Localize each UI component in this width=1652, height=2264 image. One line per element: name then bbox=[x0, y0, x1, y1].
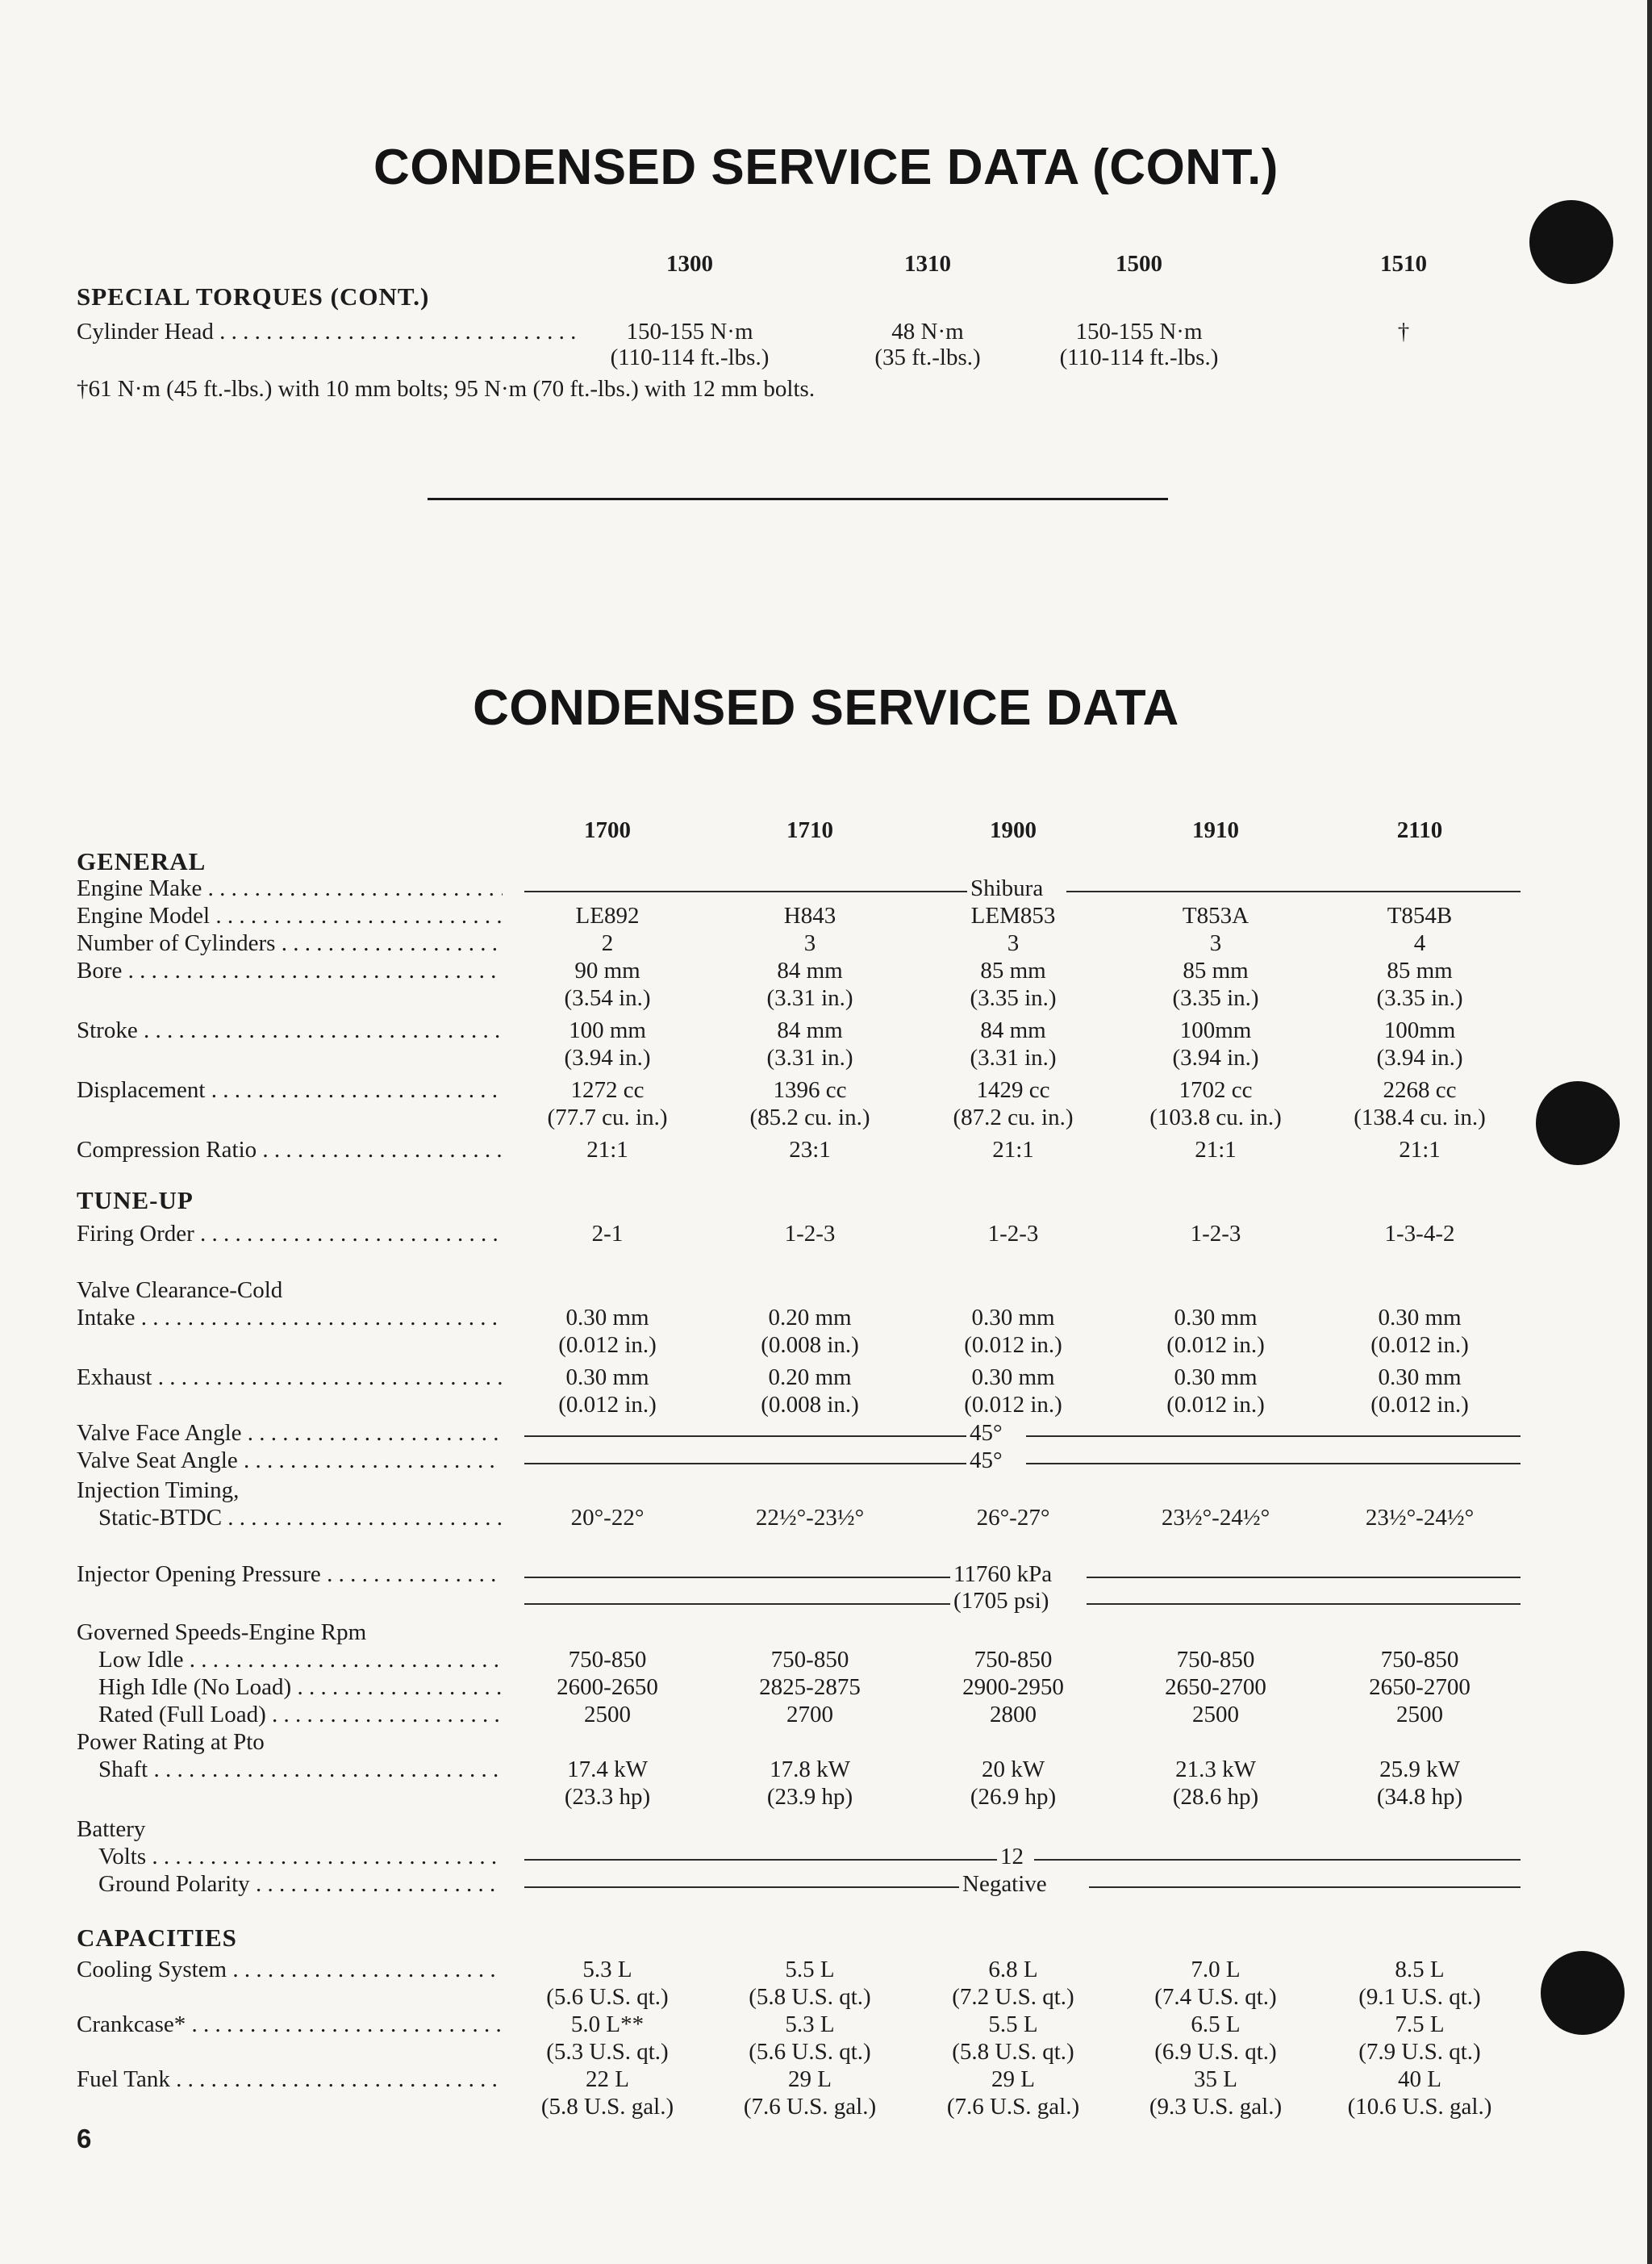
low-idle-value: 750-850 bbox=[770, 1647, 849, 1673]
span-rule-left bbox=[524, 1603, 950, 1605]
fuel-tank-value: 29 L bbox=[991, 2066, 1035, 2092]
stroke-value: 100mm bbox=[1383, 1017, 1456, 1043]
section-heading-special-torques: SPECIAL TORQUES (CONT.) bbox=[77, 282, 430, 311]
static-btdc-value: 26°-27° bbox=[976, 1505, 1050, 1531]
engine-model-value: LEM853 bbox=[970, 903, 1056, 929]
page-title-continued: CONDENSED SERVICE DATA (CONT.) bbox=[373, 140, 1279, 195]
crankcase-value-imperial: (7.9 U.S. qt.) bbox=[1358, 2039, 1481, 2065]
row-label-displacement: Displacement . . . bbox=[77, 1076, 503, 1104]
cooling-value-imperial: (5.8 U.S. qt.) bbox=[749, 1984, 871, 2010]
row-label-engine-model: Engine Model . . . bbox=[77, 902, 503, 929]
span-rule-right bbox=[1087, 1577, 1521, 1578]
shaft-value: 20 kW bbox=[981, 1756, 1045, 1782]
column-header-model: 1300 bbox=[666, 251, 713, 277]
cooling-value: 7.0 L bbox=[1191, 1957, 1241, 1982]
row-label-cylinder-head: Cylinder Head . . . bbox=[77, 318, 577, 345]
low-idle-value: 750-850 bbox=[568, 1647, 647, 1673]
engine-model-value: T854B bbox=[1387, 903, 1453, 929]
row-label-engine-make: Engine Make . . . bbox=[77, 875, 503, 902]
displacement-value-imperial: (103.8 cu. in.) bbox=[1149, 1105, 1282, 1130]
bore-value: 85 mm bbox=[1387, 958, 1453, 984]
span-rule-right bbox=[1026, 1435, 1521, 1437]
shaft-value: 21.3 kW bbox=[1175, 1756, 1256, 1782]
crankcase-value-imperial: (5.8 U.S. qt.) bbox=[952, 2039, 1074, 2065]
intake-value: 0.30 mm bbox=[1378, 1305, 1462, 1330]
bore-value-imperial: (3.35 in.) bbox=[1172, 985, 1259, 1011]
row-label-exhaust: Exhaust . . . bbox=[77, 1364, 503, 1391]
intake-value: 0.30 mm bbox=[971, 1305, 1055, 1330]
static-btdc-value: 20°-22° bbox=[570, 1505, 645, 1531]
high-idle-value: 2650-2700 bbox=[1369, 1674, 1471, 1700]
span-text: 11760 kPa bbox=[953, 1561, 1053, 1587]
high-idle-value: 2600-2650 bbox=[557, 1674, 658, 1700]
shaft-value-imperial: (23.9 hp) bbox=[766, 1784, 853, 1810]
intake-value: 0.30 mm bbox=[1174, 1305, 1258, 1330]
displacement-value-imperial: (77.7 cu. in.) bbox=[547, 1105, 668, 1130]
cooling-value-imperial: (5.6 U.S. qt.) bbox=[546, 1984, 669, 2010]
stroke-value-imperial: (3.31 in.) bbox=[970, 1045, 1057, 1071]
fuel-tank-value-imperial: (7.6 U.S. gal.) bbox=[946, 2094, 1080, 2120]
crankcase-value-imperial: (6.9 U.S. qt.) bbox=[1154, 2039, 1277, 2065]
crankcase-value: 5.5 L bbox=[988, 2011, 1038, 2037]
column-header-model: 1710 bbox=[786, 817, 833, 843]
shaft-value-imperial: (34.8 hp) bbox=[1376, 1784, 1463, 1810]
shaft-value-imperial: (23.3 hp) bbox=[564, 1784, 651, 1810]
row-label-compression: Compression Ratio . . . bbox=[77, 1136, 503, 1163]
span-rule-left bbox=[524, 1886, 959, 1888]
intake-value-imperial: (0.012 in.) bbox=[964, 1332, 1062, 1358]
span-rule-right bbox=[1089, 1886, 1521, 1888]
displacement-value-imperial: (85.2 cu. in.) bbox=[749, 1105, 870, 1130]
cylinder-head-torque: 150-155 N·m bbox=[1075, 319, 1203, 345]
cylinder-head-torque-imperial: (35 ft.-lbs.) bbox=[874, 345, 981, 370]
stroke-value: 84 mm bbox=[777, 1017, 843, 1043]
span-text: Shibura bbox=[970, 875, 1044, 901]
exhaust-value: 0.30 mm bbox=[1378, 1364, 1462, 1390]
crankcase-value-imperial: (5.6 U.S. qt.) bbox=[749, 2039, 871, 2065]
stroke-value-imperial: (3.31 in.) bbox=[766, 1045, 853, 1071]
high-idle-value: 2825-2875 bbox=[759, 1674, 861, 1700]
intake-value: 0.20 mm bbox=[768, 1305, 852, 1330]
exhaust-value-imperial: (0.012 in.) bbox=[558, 1392, 657, 1418]
static-btdc-value: 23½°-24½° bbox=[1365, 1505, 1475, 1531]
low-idle-value: 750-850 bbox=[1176, 1647, 1255, 1673]
rated-value: 2500 bbox=[584, 1702, 631, 1727]
binder-hole-top bbox=[1529, 200, 1613, 284]
high-idle-value: 2650-2700 bbox=[1165, 1674, 1266, 1700]
binder-hole-bottom bbox=[1541, 1951, 1625, 2035]
page-edge bbox=[1647, 0, 1652, 2264]
engine-model-value: H843 bbox=[783, 903, 836, 929]
spanning-value-face-angle bbox=[524, 1419, 1521, 1447]
span-text: Negative bbox=[962, 1871, 1047, 1897]
row-label-power-rating: Power Rating at Pto bbox=[77, 1729, 265, 1755]
exhaust-value-imperial: (0.012 in.) bbox=[964, 1392, 1062, 1418]
intake-value-imperial: (0.012 in.) bbox=[1166, 1332, 1265, 1358]
shaft-value: 25.9 kW bbox=[1379, 1756, 1460, 1782]
span-text: 12 bbox=[1000, 1844, 1024, 1869]
firing-value: 1-3-4-2 bbox=[1384, 1221, 1455, 1247]
row-label-battery: Battery bbox=[77, 1816, 146, 1842]
cooling-value-imperial: (7.4 U.S. qt.) bbox=[1154, 1984, 1277, 2010]
row-label-bore: Bore . . . bbox=[77, 957, 503, 984]
shaft-value-imperial: (26.9 hp) bbox=[970, 1784, 1057, 1810]
fuel-tank-value-imperial: (9.3 U.S. gal.) bbox=[1149, 2094, 1283, 2120]
intake-value: 0.30 mm bbox=[565, 1305, 649, 1330]
footnote: †61 N·m (45 ft.-lbs.) with 10 mm bolts; 95 N·m (70 ft.-lbs.) with 12 mm bolts. bbox=[77, 376, 816, 402]
row-label-rated: Rated (Full Load) . . . bbox=[98, 1701, 503, 1728]
cooling-value-imperial: (7.2 U.S. qt.) bbox=[952, 1984, 1074, 2010]
intake-value-imperial: (0.008 in.) bbox=[761, 1332, 859, 1358]
span-rule-right bbox=[1034, 1859, 1521, 1861]
crankcase-value: 5.3 L bbox=[785, 2011, 835, 2037]
fuel-tank-value-imperial: (5.8 U.S. gal.) bbox=[540, 2094, 674, 2120]
static-btdc-value: 23½°-24½° bbox=[1161, 1505, 1270, 1531]
displacement-value: 1702 cc bbox=[1179, 1077, 1253, 1103]
span-text: 45° bbox=[970, 1447, 1003, 1473]
exhaust-value: 0.30 mm bbox=[565, 1364, 649, 1390]
spanning-value-engine-make bbox=[524, 875, 1521, 902]
high-idle-value: 2900-2950 bbox=[962, 1674, 1064, 1700]
intake-value-imperial: (0.012 in.) bbox=[558, 1332, 657, 1358]
cylinders-value: 2 bbox=[601, 930, 614, 956]
low-idle-value: 750-850 bbox=[1380, 1647, 1459, 1673]
bore-value-imperial: (3.35 in.) bbox=[970, 985, 1057, 1011]
compression-value: 23:1 bbox=[789, 1137, 831, 1163]
page-title: CONDENSED SERVICE DATA bbox=[473, 680, 1179, 736]
rated-value: 2700 bbox=[786, 1702, 833, 1727]
crankcase-value: 5.0 L** bbox=[570, 2011, 645, 2037]
cylinder-head-torque: 48 N·m bbox=[891, 319, 964, 345]
section-heading-general: GENERAL bbox=[77, 847, 206, 875]
firing-value: 1-2-3 bbox=[1190, 1221, 1241, 1247]
row-label-high-idle: High Idle (No Load) . . . bbox=[98, 1673, 503, 1701]
exhaust-value: 0.30 mm bbox=[1174, 1364, 1258, 1390]
column-header-model: 1500 bbox=[1116, 251, 1162, 277]
row-label-stroke: Stroke . . . bbox=[77, 1017, 503, 1044]
displacement-value: 1272 cc bbox=[570, 1077, 645, 1103]
displacement-value: 1429 cc bbox=[976, 1077, 1050, 1103]
section-divider bbox=[428, 498, 1168, 500]
shaft-value: 17.8 kW bbox=[770, 1756, 850, 1782]
fuel-tank-value-imperial: (10.6 U.S. gal.) bbox=[1347, 2094, 1492, 2120]
row-label-valve-clearance: Valve Clearance-Cold bbox=[77, 1277, 283, 1303]
displacement-value: 2268 cc bbox=[1383, 1077, 1457, 1103]
cooling-value: 5.5 L bbox=[785, 1957, 835, 1982]
displacement-value-imperial: (87.2 cu. in.) bbox=[953, 1105, 1074, 1130]
exhaust-value-imperial: (0.012 in.) bbox=[1370, 1392, 1469, 1418]
bore-value: 84 mm bbox=[777, 958, 843, 984]
row-label-ground: Ground Polarity . . . bbox=[98, 1870, 503, 1898]
compression-value: 21:1 bbox=[1195, 1137, 1237, 1163]
stroke-value-imperial: (3.94 in.) bbox=[1172, 1045, 1259, 1071]
column-header-model: 1310 bbox=[904, 251, 951, 277]
intake-value-imperial: (0.012 in.) bbox=[1370, 1332, 1469, 1358]
binder-hole-middle bbox=[1536, 1081, 1620, 1165]
bore-value-imperial: (3.31 in.) bbox=[766, 985, 853, 1011]
bore-value: 85 mm bbox=[980, 958, 1046, 984]
firing-value: 1-2-3 bbox=[784, 1221, 836, 1247]
rated-value: 2500 bbox=[1192, 1702, 1239, 1727]
spanning-value-ground bbox=[524, 1870, 1521, 1898]
exhaust-value: 0.20 mm bbox=[768, 1364, 852, 1390]
crankcase-value: 7.5 L bbox=[1395, 2011, 1445, 2037]
low-idle-value: 750-850 bbox=[974, 1647, 1053, 1673]
static-btdc-value: 22½°-23½° bbox=[755, 1505, 865, 1531]
exhaust-value-imperial: (0.012 in.) bbox=[1166, 1392, 1265, 1418]
row-label-seat-angle: Valve Seat Angle . . . bbox=[77, 1447, 503, 1474]
cylinder-head-torque: 150-155 N·m bbox=[626, 319, 753, 345]
spanning-value-volts bbox=[524, 1843, 1521, 1870]
row-label-intake: Intake . . . bbox=[77, 1304, 503, 1331]
cylinders-value: 3 bbox=[1209, 930, 1222, 956]
cooling-value: 8.5 L bbox=[1395, 1957, 1445, 1982]
stroke-value: 100 mm bbox=[569, 1017, 646, 1043]
engine-model-value: T853A bbox=[1182, 903, 1249, 929]
cooling-value-imperial: (9.1 U.S. qt.) bbox=[1358, 1984, 1481, 2010]
page-number: 6 bbox=[77, 2124, 92, 2153]
row-label-static-btdc: Static-BTDC . . . bbox=[98, 1504, 503, 1531]
rated-value: 2800 bbox=[990, 1702, 1037, 1727]
crankcase-value-imperial: (5.3 U.S. qt.) bbox=[546, 2039, 669, 2065]
fuel-tank-value: 29 L bbox=[788, 2066, 832, 2092]
shaft-value: 17.4 kW bbox=[567, 1756, 648, 1782]
row-label-face-angle: Valve Face Angle . . . bbox=[77, 1419, 503, 1447]
span-rule-left bbox=[524, 1435, 966, 1437]
stroke-value: 100mm bbox=[1179, 1017, 1252, 1043]
section-heading-tuneup: TUNE-UP bbox=[77, 1186, 194, 1214]
bore-value: 85 mm bbox=[1183, 958, 1249, 984]
span-text: 45° bbox=[970, 1420, 1003, 1446]
cylinders-value: 3 bbox=[803, 930, 816, 956]
fuel-tank-value: 22 L bbox=[586, 2066, 629, 2092]
row-label-injector-pressure: Injector Opening Pressure . . . bbox=[77, 1560, 503, 1588]
cylinder-head-torque-imperial: (110-114 ft.-lbs.) bbox=[610, 345, 770, 370]
stroke-value-imperial: (3.94 in.) bbox=[1376, 1045, 1463, 1071]
fuel-tank-value: 40 L bbox=[1398, 2066, 1441, 2092]
span-rule-right bbox=[1066, 891, 1521, 892]
compression-value: 21:1 bbox=[586, 1137, 628, 1163]
column-header-model: 1700 bbox=[584, 817, 631, 843]
row-label-shaft: Shaft . . . bbox=[98, 1756, 503, 1783]
row-label-cylinders: Number of Cylinders . . . bbox=[77, 929, 503, 957]
spanning-value-injector-psi bbox=[524, 1587, 1521, 1614]
span-rule-left bbox=[524, 1463, 966, 1464]
cylinder-head-torque-imperial: (110-114 ft.-lbs.) bbox=[1059, 345, 1219, 370]
span-rule-left bbox=[524, 1859, 997, 1861]
span-rule-right bbox=[1087, 1603, 1521, 1605]
column-header-model: 1900 bbox=[990, 817, 1037, 843]
cylinder-head-torque: † bbox=[1397, 319, 1410, 345]
exhaust-value: 0.30 mm bbox=[971, 1364, 1055, 1390]
stroke-value-imperial: (3.94 in.) bbox=[564, 1045, 651, 1071]
engine-model-value: LE892 bbox=[575, 903, 640, 929]
section-heading-capacities: CAPACITIES bbox=[77, 1924, 237, 1952]
cylinders-value: 4 bbox=[1413, 930, 1426, 956]
displacement-value: 1396 cc bbox=[773, 1077, 847, 1103]
row-label-injection-timing: Injection Timing, bbox=[77, 1477, 240, 1503]
compression-value: 21:1 bbox=[992, 1137, 1034, 1163]
shaft-value-imperial: (28.6 hp) bbox=[1172, 1784, 1259, 1810]
compression-value: 21:1 bbox=[1399, 1137, 1441, 1163]
exhaust-value-imperial: (0.008 in.) bbox=[761, 1392, 859, 1418]
column-header-model: 2110 bbox=[1396, 817, 1443, 843]
firing-value: 2-1 bbox=[591, 1221, 624, 1247]
row-label-fuel-tank: Fuel Tank . . . bbox=[77, 2066, 503, 2093]
bore-value-imperial: (3.54 in.) bbox=[564, 985, 651, 1011]
cooling-value: 6.8 L bbox=[988, 1957, 1038, 1982]
firing-value: 1-2-3 bbox=[987, 1221, 1039, 1247]
row-label-firing: Firing Order . . . bbox=[77, 1220, 503, 1247]
fuel-tank-value: 35 L bbox=[1194, 2066, 1237, 2092]
cylinders-value: 3 bbox=[1007, 930, 1020, 956]
row-label-volts: Volts . . . bbox=[98, 1843, 503, 1870]
fuel-tank-value-imperial: (7.6 U.S. gal.) bbox=[743, 2094, 877, 2120]
span-rule-left bbox=[524, 1577, 950, 1578]
bore-value: 90 mm bbox=[574, 958, 640, 984]
spanning-value-injector-kpa bbox=[524, 1560, 1521, 1588]
crankcase-value: 6.5 L bbox=[1191, 2011, 1241, 2037]
bore-value-imperial: (3.35 in.) bbox=[1376, 985, 1463, 1011]
displacement-value-imperial: (138.4 cu. in.) bbox=[1354, 1105, 1486, 1130]
span-rule-right bbox=[1026, 1463, 1521, 1464]
stroke-value: 84 mm bbox=[980, 1017, 1046, 1043]
column-header-model: 1910 bbox=[1192, 817, 1239, 843]
cooling-value: 5.3 L bbox=[582, 1957, 632, 1982]
column-header-model: 1510 bbox=[1380, 251, 1427, 277]
row-label-crankcase: Crankcase* . . . bbox=[77, 2011, 503, 2038]
row-label-low-idle: Low Idle . . . bbox=[98, 1646, 503, 1673]
rated-value: 2500 bbox=[1396, 1702, 1443, 1727]
row-label-cooling: Cooling System . . . bbox=[77, 1956, 503, 1983]
row-label-governed: Governed Speeds-Engine Rpm bbox=[77, 1619, 367, 1645]
span-text: (1705 psi) bbox=[953, 1588, 1049, 1614]
span-rule-left bbox=[524, 891, 967, 892]
spanning-value-seat-angle bbox=[524, 1447, 1521, 1474]
